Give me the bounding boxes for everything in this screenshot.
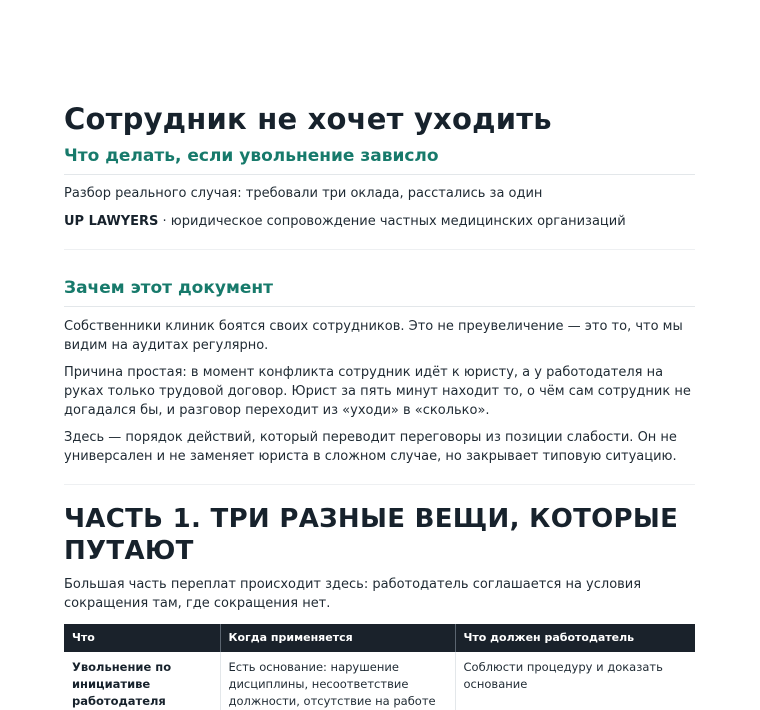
purpose-paragraph-3: Здесь — порядок действий, который переводит переговоры из позиции слабости. Он не универсален и не заменяет юриста в сложном случае, но закрывает типовую ситуацию. <box>64 430 677 464</box>
table-header-row <box>64 624 695 652</box>
table-header-duty: Что должен работодатель <box>455 624 695 652</box>
brand-tagline: · юридическое сопровождение частных медицинских организаций <box>158 214 626 229</box>
brand-name: UP LAWYERS <box>64 214 159 229</box>
table-cell-what: Увольнение по инициативе работодателя <box>64 652 220 710</box>
part-1-lead: Большая часть переплат происходит здесь: работодатель соглашается на условия сокращения там, где сокращения нет. <box>64 577 642 611</box>
section-purpose-heading: Зачем этот документ <box>64 276 695 307</box>
table-header-when: Когда применяется <box>220 624 455 652</box>
table-row <box>64 652 695 710</box>
document-subtitle: Что делать, если увольнение зависло <box>64 144 695 175</box>
document-lead: Разбор реального случая: требовали три оклада, расстались за один <box>64 186 543 201</box>
comparison-table <box>64 624 695 710</box>
section-purpose <box>64 276 695 485</box>
part-1-heading: ЧАСТЬ 1. ТРИ РАЗНЫЕ ВЕЩИ, КОТОРЫЕ ПУТАЮТ <box>64 504 679 566</box>
table-header-what: Что <box>64 624 220 652</box>
document-title: Сотрудник не хочет уходить <box>64 102 552 136</box>
table-cell-duty: Соблюсти процедуру и доказать основание <box>463 660 663 691</box>
document-content <box>64 99 695 710</box>
section-part-1 <box>64 503 695 710</box>
brand-line <box>64 212 695 250</box>
table-cell-when: Есть основание: нарушение дисциплины, несоответствие должности, отсутствие на работе <box>220 652 455 710</box>
purpose-paragraph-1: Собственники клиник боятся своих сотрудников. Это не преувеличение — это то, что мы видим на аудитах регулярно. <box>64 319 683 353</box>
purpose-paragraph-2: Причина простая: в момент конфликта сотрудник идёт к юристу, а у работодателя на руках только трудовой договор. Юрист за пять минут находит то, о чём сам сотрудник не догадался бы, и разговор переходит из «уходи» в «сколько». <box>64 365 691 418</box>
